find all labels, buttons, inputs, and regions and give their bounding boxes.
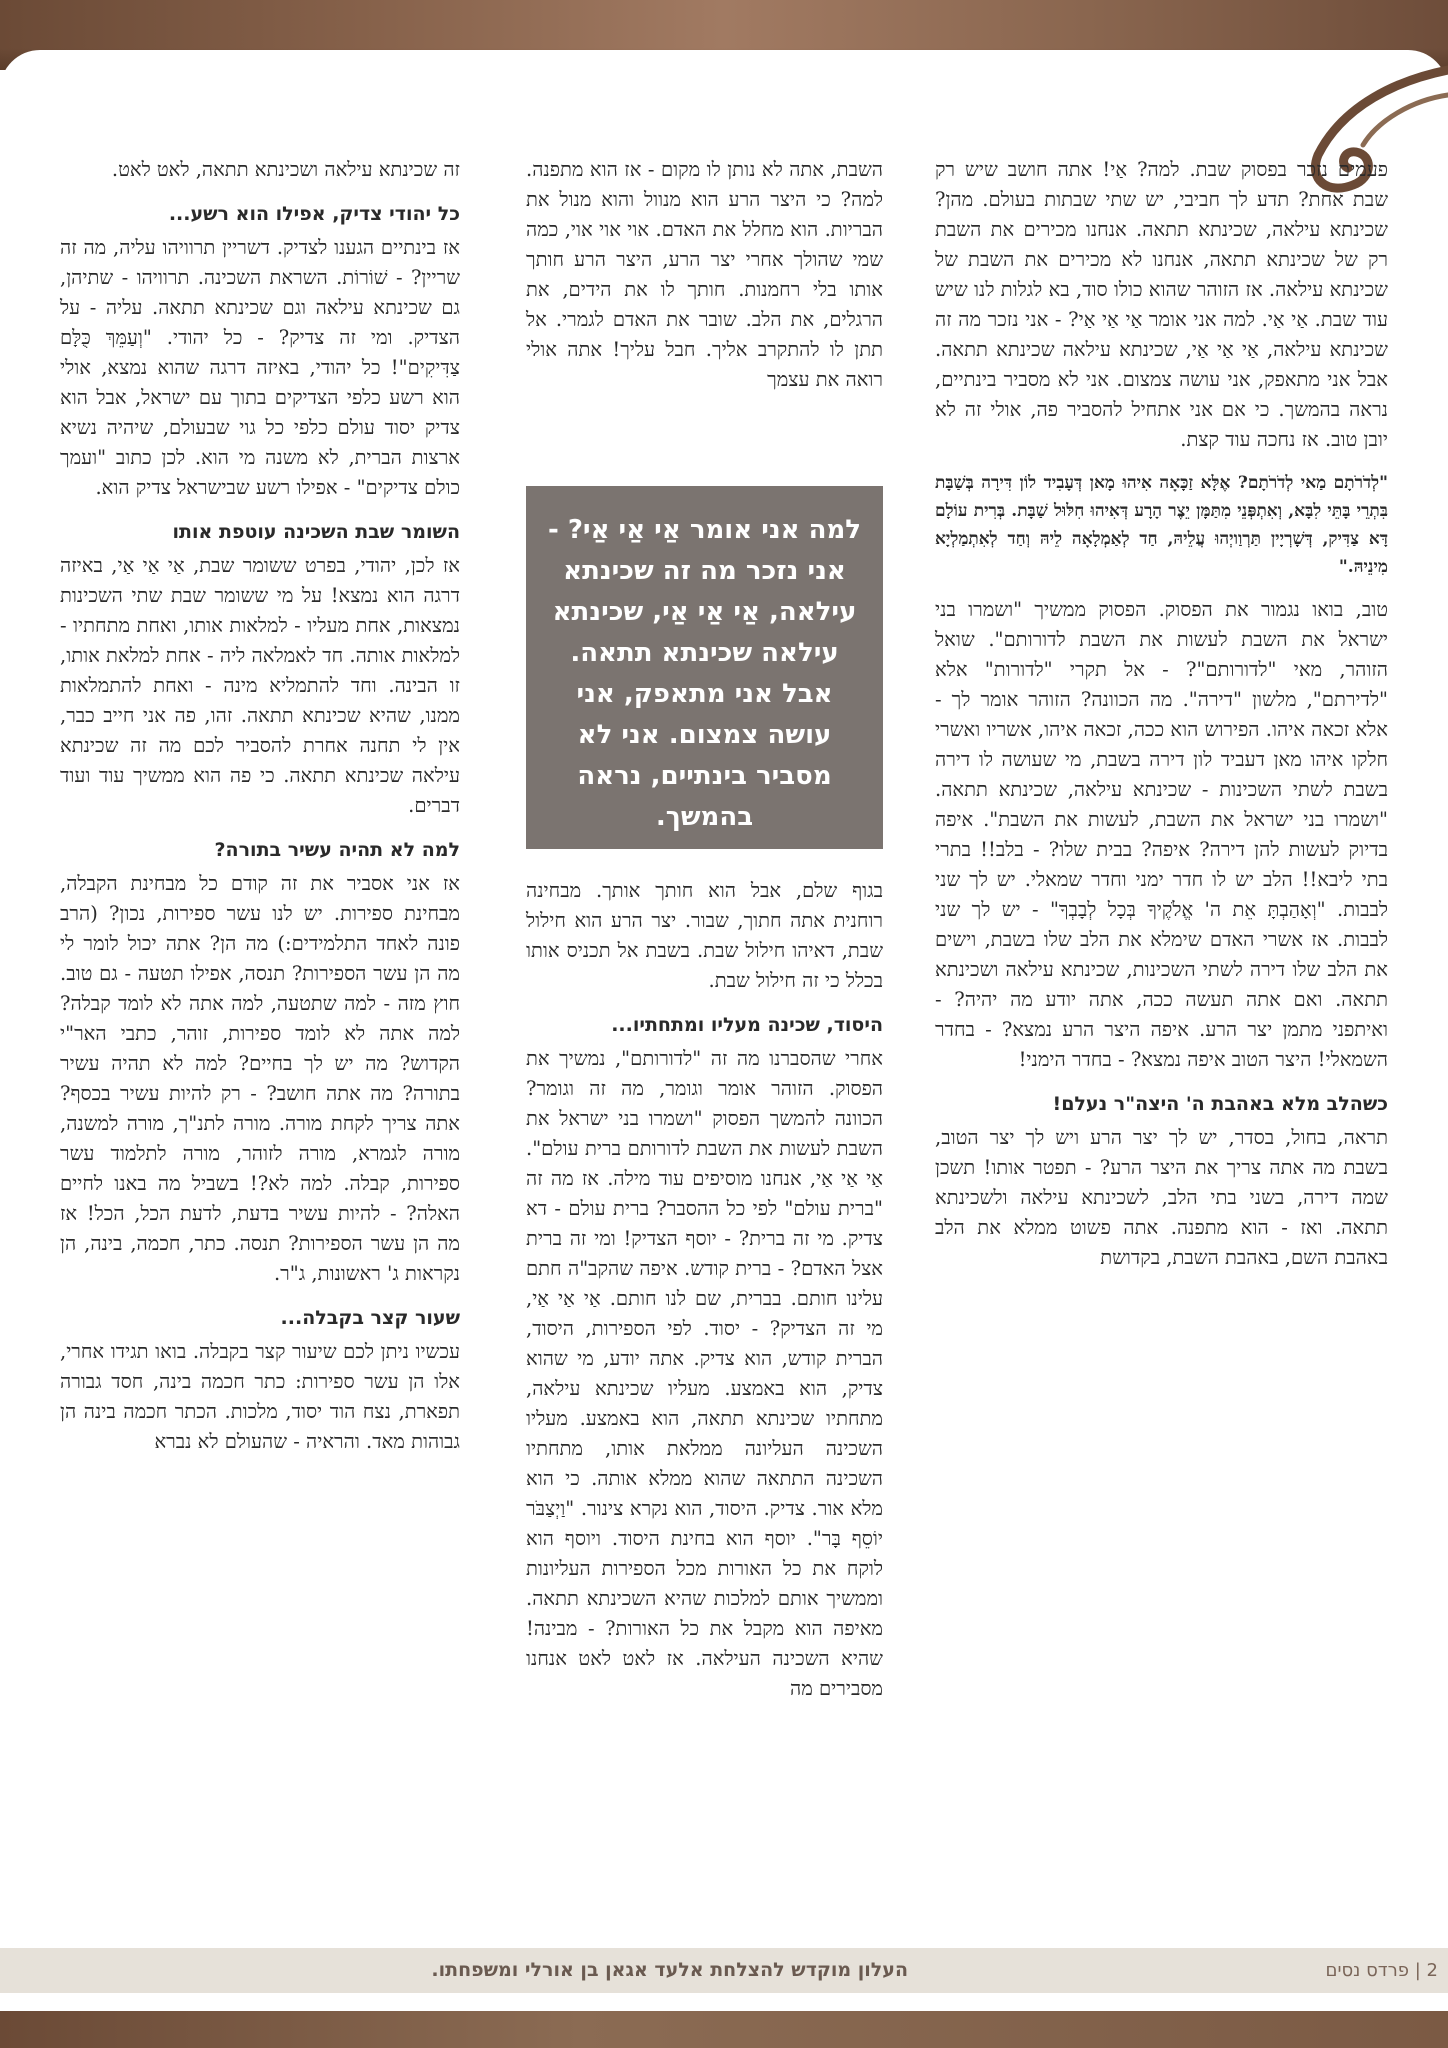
paragraph: אז בינתיים הגענו לצדיק. דשריין תרוויהו עליה, מה זה שריין? - שׁוֹרוֹת. השראת השכינה. תרוויהו - שתיהן, גם שכינתא עילאה וגם שכינתא תתאה. עליה - על הצדיק. ומי זה צדיק? - כל יהודי. "וְעַמֵּךְ כֻּלָּם צַדִּיקִים"! כל יהודי, באיזה דרגה שהוא נמצא, אולי הוא רשע כלפי הצדיקים בתוך עם ישראל, אבל הוא צדיק יסוד עולם כלפי כל גוי שבעולם, שיהיה נשיא ארצות הברית, לא משנה מי הוא. לכן כתוב "ועמך כולם צדיקים" - אפילו רשע שבישראל צדיק הוא. <box>60 236 460 499</box>
paragraph: בגוף שלם, אבל הוא חותך אותך. מבחינה רוחנית אתה חתוך, שבור. יצר הרע הוא חילול שבת, דאיהו חילול שבת. בשבת אל תכניס אותו בכלל כי זה חילול שבת. <box>526 879 883 992</box>
section-heading: היסוד, שכינה מעליו ומתחתיו... <box>611 1014 883 1036</box>
column-left <box>60 155 460 1469</box>
page-info <box>1326 1948 1439 1993</box>
bottom-wood-strip <box>0 2011 1448 2048</box>
top-white-curve <box>0 50 1448 120</box>
paragraph: טוב, בואו נגמור את הפסוק. הפסוק ממשיך "ושמרו בני ישראל את השבת לעשות את השבת לדורותם". שואל הזוהר, מאי "לדורותם"? - אל תקרי "לדורות" אלא "לדירתם", מלשון "דירה". מה הכוונה? הזוהר אומר לך - אלא זכאה איהו. הפירוש הוא ככה, זכאה איהו, אשריו ואשרי חלקו איהו מאן דעביד לון דירה בשבת, מי שעושה לו דירה בשבת לשתי השכינות - שכינתא עילאה, שכינתא תתאה. "ושמרו בני ישראל את השבת, לעשות את השבת". איפה בדיוק לעשות להן דירה? איפה? בבית שלו? - בלב!! בתרי בתי ליבא!! הלב יש לו חדר ימני וחדר שמאלי. יש לך שני לבבות. "וְאָהַבְתָּ אֵת ה' אֱלֹקֶיךָ בְּכָל לְבָבְךָ" - יש לך שני לבבות. אז אשרי האדם שימלא את הלב שלו בשבת, וישים את הלב שלו דירה לשתי השכינות, שכינתא עילאה ושכינתא תתאה. ואם אתה תעשה ככה, אתה יודע מה יהיה? - ואיתפני מתמן יצר הרע. איפה היצר הרע נמצא? - בחדר השמאלי! היצר הטוב איפה נמצא? - בחדר הימני! <box>935 598 1388 1071</box>
paragraph: תראה, בחול, בסדר, יש לך יצר הרע ויש לך יצר הטוב, בשבת מה אתה צריך את היצר הרע? - תפטר אותו! תשכן שמה דירה, בשני בתי הלב, לשכינתא עילאה ולשכינתא תתאה. ואז - הוא מתפנה. אתה פשוט ממלא את הלב באהבת השם, באהבת השבת, בקדושת <box>935 1126 1388 1269</box>
paragraph: אחרי שהסברנו מה זה "לדורותם", נמשיך את הפסוק. הזוהר אומר וגומר, מה זה וגומר? הכוונה להמשך הפסוק "ושמרו בני ישראל את השבת לעשות את השבת לדורותם ברית עולם". אַי אַי אַי, אנחנו מוסיפים עוד מילה. אז מה זה "ברית עולם" לפי כל ההסבר? ברית עולם - דא צדיק. מי זה ברית? - יוסף הצדיק! ומי זה ברית אצל האדם? - ברית קודש. איפה שהקב"ה חתם עלינו חותם. בברית, שם לנו חותם. אַי אַי אַי, מי זה הצדיק? - יסוד. לפי הספירות, היסוד, הברית קודש, הוא צדיק. אתה יודע, מי שהוא צדיק, הוא באמצע. מעליו שכינתא עילאה, מתחתיו שכינתא תתאה, הוא באמצע. מעליו השכינה העליונה ממלאת אותו, מתחתיו השכינה התתאה שהוא ממלא אותה. כי הוא מלא אור. צדיק. היסוד, הוא נקרא צינור. "וַיְצַבֹּר יוֹסֵף בָּר". יוסף הוא בחינת היסוד. ויוסף הוא לוקח את כל האורות מכל הספירות העליונות וממשיך אותם למלכות שהיא השכינתא תתאה. מאיפה הוא מקבל את כל האורות? - מבינה! שהיא השכינה העילאה. אז לאט לאט אנחנו מסבירים מה <box>526 1047 883 1700</box>
publication-name: פרדס נסים <box>1325 1960 1409 1981</box>
paragraph: עכשיו ניתן לכם שיעור קצר בקבלה. בואו תגידו אחרי, אלו הן עשר ספירות: כתר חכמה בינה, חסד גבורה תפארת, נצח הוד יסוד, מלכות. הכתר חכמה בינה הן גבוהות מאד. והראיה - שהעולם לא נברא <box>60 1340 460 1453</box>
section-heading: שעור קצר בקבלה... <box>280 1307 460 1329</box>
dedication-text: העלון מוקדש להצלחת אלעד אגאן בן אורלי ומשפחתו. <box>431 1959 908 1981</box>
separator: | <box>1414 1960 1421 1981</box>
paragraph: זה שכינתא עילאה ושכינתא תתאה, לאט לאט. <box>111 158 460 181</box>
column-right <box>935 155 1388 1285</box>
column-middle-top <box>526 155 883 407</box>
paragraph: אז אני אסביר את זה קודם כל מבחינת הקבלה, מבחינת ספירות. יש לנו עשר ספירות, נכון? (הרב פונה לאחד התלמידים:) מה הן? אתה יכול לומר לי מה הן עשר הספירות? תנסה, אפילו תטעה - גם טוב. חוץ מזה - למה שתטעה, למה אתה לא לומד קבלה? למה אתה לא לומד ספירות, זוהר, כתבי האר"י הקדוש? מה יש לך בחיים? למה לא תהיה עשיר בתורה? מה אתה חושב? - רק להיות עשיר בכסף? אתה צריך לקחת מורה. מורה לתנ"ך, מורה למשנה, מורה לגמרא, מורה לזוהר, מורה לתלמוד עשר ספירות, קבלה. למה לא?! בשביל מה באנו לחיים האלה? - להיות עשיר בדעת, לדעת הכל, הכל! אז מה הן עשר הספירות? תנסה. כתר, חכמה, בינה, הן נקראות ג' ראשונות, ג"ר. <box>60 872 460 1285</box>
section-heading: השומר שבת השכינה עוטפת אותו <box>172 521 460 543</box>
section-heading: למה לא תהיה עשיר בתורה? <box>214 839 460 861</box>
paragraph: פעמים נזכר בפסוק שבת. למה? אַי! אתה חושב שיש רק שבת אחת? תדע לך חביבי, יש שתי שבתות בעולם. מהן? שכינתא עילאה, שכינתא תתאה. אנחנו מכירים את השבת רק של שכינתא תתאה, אנחנו לא מכירים את השבת של שכינתא עילאה. אז הזוהר שהוא כולו סוד, בא לגלות לנו שיש עוד שבת. אַי אַי. למה אני אומר אַי אַי אַי? - אני נזכר מה זה שכינתא עילאה, אַי אַי אַי, שכינתא עילאה שכינתא תתאה. אבל אני מתאפק, אני עושה צמצום. אני לא מסביר בינתיים, נראה בהמשך. כי אם אני אתחיל להסביר פה, אולי זה לא יובן טוב. אז נחכה עוד קצת. <box>935 158 1388 451</box>
zohar-quote: "לְדֹרֹתָם מַאי לְדֹרֹתָם? אֶלָּא זַכָּאָה אִיהוּ מָאן דְּעָבִיד לוֹן דִּירָה בְּשַׁבָּת בִּתְרֵי בָּתֵּי לִבָּא, וְאִתְפְּנֵי מִתַּמָּן יֵצֶר הָרָע דְּאִיהוּ חִלּוּל שַׁבָּת. בְּרִית עוֹלָם דָּא צַדִּיק, דְּשָׁרְיָין תַּרְוַויְהוּ עֲלֵיהּ, חַד לְאַמְלָאָה לֵיהּ וְחַד לְאִתְמַלְיָא מִינֵיהּ." <box>935 473 1388 577</box>
page-number: 2 <box>1426 1960 1438 1981</box>
pull-quote: למה אני אומר אַי אַי אַי? - אני נזכר מה זה שכינתא עילאה, אַי אַי אַי, שכינתא עילאה שכינתא תתאה. אבל אני מתאפק, אני עושה צמצום. אני לא מסביר בינתיים, נראה בהמשך. <box>526 486 883 849</box>
column-middle-bottom <box>526 876 883 1716</box>
paragraph: השבת, אתה לא נותן לו מקום - אז הוא מתפנה. למה? כי היצר הרע הוא מנוול והוא מנול את הבריות. הוא מחלל את האדם. אוי אוי אוי, כמה שמי שהולך אחרי יצר הרע, היצר הרע חותך אותו בלי רחמנות. חותך לו את הידים, את הרגלים, את הלב. שובר את האדם לגמרי. אל תתן לו להתקרב אליך. חבל עליך! אתה אולי רואה את עצמך <box>526 158 883 391</box>
section-heading: כשהלב מלא באהבת ה' היצה"ר נעלם! <box>1052 1093 1388 1115</box>
paragraph: אז לכן, יהודי, בפרט ששומר שבת, אַי אַי אַי, באיזה דרגה הוא נמצא! על מי ששומר שבת שתי השכינות נמצאות, אחת מעליו - למלאות אותו, ואחת מתחתיו - למלאות אותה. חד לאמלאה ליה - אחת למלאת אותו, זו הבינה. וחד להתמליא מינה - ואחת להתמלאות ממנו, שהיא שכינתא תתאה. זהו, פה אני חייב כבר, אין לי תחנה אחרת להסביר לכם מה זה שכינתא עילאה שכינתא תתאה. כי פה הוא ממשיך עוד ועוד דברים. <box>60 554 460 817</box>
section-heading: כל יהודי צדיק, אפילו הוא רשע... <box>168 203 460 225</box>
